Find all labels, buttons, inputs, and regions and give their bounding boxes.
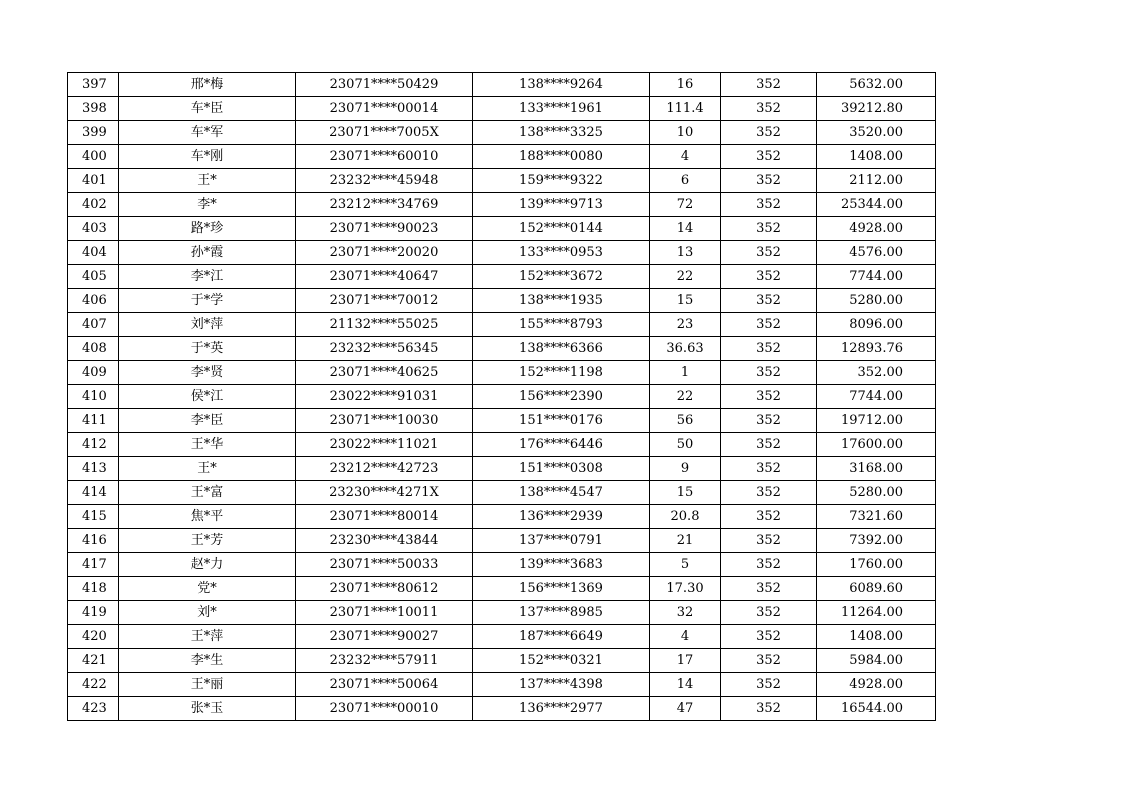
table-row <box>68 337 936 361</box>
table-body <box>68 73 936 721</box>
name-cell: 党* <box>119 577 296 601</box>
quantity-cell: 111.4 <box>650 97 721 121</box>
quantity-cell: 14 <box>650 673 721 697</box>
amount-cell: 5280.00 <box>817 289 936 313</box>
quantity-cell: 13 <box>650 241 721 265</box>
name-cell: 李*生 <box>119 649 296 673</box>
phone-cell: 156****1369 <box>473 577 650 601</box>
table-row <box>68 481 936 505</box>
quantity-cell: 4 <box>650 625 721 649</box>
name-cell: 于*英 <box>119 337 296 361</box>
id-number-cell: 23071****40647 <box>296 265 473 289</box>
name-cell: 王*富 <box>119 481 296 505</box>
table-row <box>68 433 936 457</box>
name-cell: 王*萍 <box>119 625 296 649</box>
amount-cell: 19712.00 <box>817 409 936 433</box>
name-cell: 赵*力 <box>119 553 296 577</box>
id-number-cell: 23071****70012 <box>296 289 473 313</box>
phone-cell: 187****6649 <box>473 625 650 649</box>
row-number-cell: 413 <box>68 457 119 481</box>
row-number-cell: 398 <box>68 97 119 121</box>
unit-price-cell: 352 <box>721 385 817 409</box>
quantity-cell: 36.63 <box>650 337 721 361</box>
phone-cell: 133****1961 <box>473 97 650 121</box>
id-number-cell: 23232****56345 <box>296 337 473 361</box>
quantity-cell: 15 <box>650 481 721 505</box>
row-number-cell: 417 <box>68 553 119 577</box>
phone-cell: 136****2977 <box>473 697 650 721</box>
quantity-cell: 10 <box>650 121 721 145</box>
unit-price-cell: 352 <box>721 337 817 361</box>
unit-price-cell: 352 <box>721 673 817 697</box>
table-row <box>68 649 936 673</box>
row-number-cell: 422 <box>68 673 119 697</box>
unit-price-cell: 352 <box>721 577 817 601</box>
phone-cell: 138****9264 <box>473 73 650 97</box>
id-number-cell: 23212****34769 <box>296 193 473 217</box>
name-cell: 刘*萍 <box>119 313 296 337</box>
table-row <box>68 289 936 313</box>
table-row <box>68 529 936 553</box>
amount-cell: 1408.00 <box>817 625 936 649</box>
phone-cell: 152****3672 <box>473 265 650 289</box>
table-row <box>68 577 936 601</box>
table-row <box>68 505 936 529</box>
unit-price-cell: 352 <box>721 169 817 193</box>
row-number-cell: 399 <box>68 121 119 145</box>
quantity-cell: 5 <box>650 553 721 577</box>
amount-cell: 6089.60 <box>817 577 936 601</box>
table-row <box>68 241 936 265</box>
name-cell: 邢*梅 <box>119 73 296 97</box>
unit-price-cell: 352 <box>721 97 817 121</box>
phone-cell: 138****4547 <box>473 481 650 505</box>
amount-cell: 4576.00 <box>817 241 936 265</box>
phone-cell: 159****9322 <box>473 169 650 193</box>
quantity-cell: 20.8 <box>650 505 721 529</box>
id-number-cell: 23071****00010 <box>296 697 473 721</box>
unit-price-cell: 352 <box>721 193 817 217</box>
phone-cell: 152****0321 <box>473 649 650 673</box>
amount-cell: 2112.00 <box>817 169 936 193</box>
id-number-cell: 23022****91031 <box>296 385 473 409</box>
amount-cell: 8096.00 <box>817 313 936 337</box>
quantity-cell: 21 <box>650 529 721 553</box>
amount-cell: 3168.00 <box>817 457 936 481</box>
amount-cell: 25344.00 <box>817 193 936 217</box>
row-number-cell: 404 <box>68 241 119 265</box>
amount-cell: 7744.00 <box>817 385 936 409</box>
id-number-cell: 23071****40625 <box>296 361 473 385</box>
quantity-cell: 23 <box>650 313 721 337</box>
row-number-cell: 408 <box>68 337 119 361</box>
quantity-cell: 47 <box>650 697 721 721</box>
row-number-cell: 412 <box>68 433 119 457</box>
unit-price-cell: 352 <box>721 241 817 265</box>
amount-cell: 11264.00 <box>817 601 936 625</box>
quantity-cell: 22 <box>650 265 721 289</box>
name-cell: 李* <box>119 193 296 217</box>
name-cell: 李*臣 <box>119 409 296 433</box>
amount-cell: 1408.00 <box>817 145 936 169</box>
amount-cell: 5280.00 <box>817 481 936 505</box>
id-number-cell: 23232****57911 <box>296 649 473 673</box>
name-cell: 王* <box>119 457 296 481</box>
phone-cell: 136****2939 <box>473 505 650 529</box>
quantity-cell: 4 <box>650 145 721 169</box>
name-cell: 刘* <box>119 601 296 625</box>
id-number-cell: 23230****4271X <box>296 481 473 505</box>
row-number-cell: 402 <box>68 193 119 217</box>
name-cell: 于*学 <box>119 289 296 313</box>
amount-cell: 7321.60 <box>817 505 936 529</box>
table-row <box>68 313 936 337</box>
unit-price-cell: 352 <box>721 649 817 673</box>
row-number-cell: 415 <box>68 505 119 529</box>
phone-cell: 151****0176 <box>473 409 650 433</box>
name-cell: 李*江 <box>119 265 296 289</box>
row-number-cell: 406 <box>68 289 119 313</box>
table-row <box>68 121 936 145</box>
name-cell: 焦*平 <box>119 505 296 529</box>
id-number-cell: 23071****80014 <box>296 505 473 529</box>
name-cell: 路*珍 <box>119 217 296 241</box>
name-cell: 车*臣 <box>119 97 296 121</box>
amount-cell: 1760.00 <box>817 553 936 577</box>
amount-cell: 5984.00 <box>817 649 936 673</box>
amount-cell: 4928.00 <box>817 217 936 241</box>
table-row <box>68 265 936 289</box>
id-number-cell: 23232****45948 <box>296 169 473 193</box>
quantity-cell: 17 <box>650 649 721 673</box>
phone-cell: 155****8793 <box>473 313 650 337</box>
unit-price-cell: 352 <box>721 289 817 313</box>
quantity-cell: 50 <box>650 433 721 457</box>
unit-price-cell: 352 <box>721 457 817 481</box>
phone-cell: 188****0080 <box>473 145 650 169</box>
amount-cell: 7744.00 <box>817 265 936 289</box>
id-number-cell: 23212****42723 <box>296 457 473 481</box>
quantity-cell: 72 <box>650 193 721 217</box>
unit-price-cell: 352 <box>721 313 817 337</box>
quantity-cell: 17.30 <box>650 577 721 601</box>
id-number-cell: 23071****90023 <box>296 217 473 241</box>
quantity-cell: 56 <box>650 409 721 433</box>
quantity-cell: 14 <box>650 217 721 241</box>
quantity-cell: 9 <box>650 457 721 481</box>
unit-price-cell: 352 <box>721 433 817 457</box>
amount-cell: 352.00 <box>817 361 936 385</box>
phone-cell: 152****1198 <box>473 361 650 385</box>
amount-cell: 7392.00 <box>817 529 936 553</box>
id-number-cell: 23071****00014 <box>296 97 473 121</box>
quantity-cell: 22 <box>650 385 721 409</box>
unit-price-cell: 352 <box>721 409 817 433</box>
table-row <box>68 145 936 169</box>
id-number-cell: 23071****10030 <box>296 409 473 433</box>
phone-cell: 176****6446 <box>473 433 650 457</box>
quantity-cell: 1 <box>650 361 721 385</box>
table-row <box>68 457 936 481</box>
row-number-cell: 410 <box>68 385 119 409</box>
unit-price-cell: 352 <box>721 697 817 721</box>
amount-cell: 39212.80 <box>817 97 936 121</box>
table-row <box>68 625 936 649</box>
row-number-cell: 407 <box>68 313 119 337</box>
row-number-cell: 418 <box>68 577 119 601</box>
name-cell: 张*玉 <box>119 697 296 721</box>
row-number-cell: 414 <box>68 481 119 505</box>
id-number-cell: 23022****11021 <box>296 433 473 457</box>
row-number-cell: 397 <box>68 73 119 97</box>
unit-price-cell: 352 <box>721 217 817 241</box>
unit-price-cell: 352 <box>721 265 817 289</box>
unit-price-cell: 352 <box>721 481 817 505</box>
row-number-cell: 420 <box>68 625 119 649</box>
phone-cell: 139****3683 <box>473 553 650 577</box>
phone-cell: 137****4398 <box>473 673 650 697</box>
phone-cell: 137****0791 <box>473 529 650 553</box>
table-row <box>68 361 936 385</box>
unit-price-cell: 352 <box>721 529 817 553</box>
name-cell: 王* <box>119 169 296 193</box>
data-table <box>67 72 936 721</box>
unit-price-cell: 352 <box>721 361 817 385</box>
amount-cell: 5632.00 <box>817 73 936 97</box>
id-number-cell: 23230****43844 <box>296 529 473 553</box>
table-row <box>68 97 936 121</box>
unit-price-cell: 352 <box>721 121 817 145</box>
name-cell: 王*丽 <box>119 673 296 697</box>
unit-price-cell: 352 <box>721 73 817 97</box>
row-number-cell: 400 <box>68 145 119 169</box>
phone-cell: 156****2390 <box>473 385 650 409</box>
id-number-cell: 23071****80612 <box>296 577 473 601</box>
table-row <box>68 409 936 433</box>
id-number-cell: 23071****50033 <box>296 553 473 577</box>
row-number-cell: 423 <box>68 697 119 721</box>
id-number-cell: 23071****20020 <box>296 241 473 265</box>
row-number-cell: 409 <box>68 361 119 385</box>
amount-cell: 3520.00 <box>817 121 936 145</box>
id-number-cell: 23071****50429 <box>296 73 473 97</box>
name-cell: 车*刚 <box>119 145 296 169</box>
name-cell: 王*华 <box>119 433 296 457</box>
unit-price-cell: 352 <box>721 625 817 649</box>
row-number-cell: 403 <box>68 217 119 241</box>
amount-cell: 12893.76 <box>817 337 936 361</box>
quantity-cell: 15 <box>650 289 721 313</box>
row-number-cell: 401 <box>68 169 119 193</box>
table-row <box>68 697 936 721</box>
row-number-cell: 405 <box>68 265 119 289</box>
amount-cell: 4928.00 <box>817 673 936 697</box>
id-number-cell: 23071****90027 <box>296 625 473 649</box>
phone-cell: 138****6366 <box>473 337 650 361</box>
phone-cell: 138****1935 <box>473 289 650 313</box>
row-number-cell: 421 <box>68 649 119 673</box>
name-cell: 孙*霞 <box>119 241 296 265</box>
quantity-cell: 32 <box>650 601 721 625</box>
unit-price-cell: 352 <box>721 145 817 169</box>
table-row <box>68 73 936 97</box>
unit-price-cell: 352 <box>721 601 817 625</box>
name-cell: 李*贤 <box>119 361 296 385</box>
name-cell: 侯*江 <box>119 385 296 409</box>
phone-cell: 152****0144 <box>473 217 650 241</box>
name-cell: 王*芳 <box>119 529 296 553</box>
quantity-cell: 16 <box>650 73 721 97</box>
table-row <box>68 193 936 217</box>
phone-cell: 151****0308 <box>473 457 650 481</box>
row-number-cell: 416 <box>68 529 119 553</box>
id-number-cell: 23071****60010 <box>296 145 473 169</box>
table-row <box>68 553 936 577</box>
unit-price-cell: 352 <box>721 505 817 529</box>
unit-price-cell: 352 <box>721 553 817 577</box>
id-number-cell: 23071****50064 <box>296 673 473 697</box>
id-number-cell: 23071****7005X <box>296 121 473 145</box>
row-number-cell: 419 <box>68 601 119 625</box>
name-cell: 车*军 <box>119 121 296 145</box>
phone-cell: 137****8985 <box>473 601 650 625</box>
phone-cell: 133****0953 <box>473 241 650 265</box>
quantity-cell: 6 <box>650 169 721 193</box>
amount-cell: 16544.00 <box>817 697 936 721</box>
table-row <box>68 601 936 625</box>
row-number-cell: 411 <box>68 409 119 433</box>
table-row <box>68 169 936 193</box>
table-row <box>68 217 936 241</box>
amount-cell: 17600.00 <box>817 433 936 457</box>
table-row <box>68 385 936 409</box>
id-number-cell: 23071****10011 <box>296 601 473 625</box>
phone-cell: 139****9713 <box>473 193 650 217</box>
phone-cell: 138****3325 <box>473 121 650 145</box>
id-number-cell: 21132****55025 <box>296 313 473 337</box>
table-row <box>68 673 936 697</box>
